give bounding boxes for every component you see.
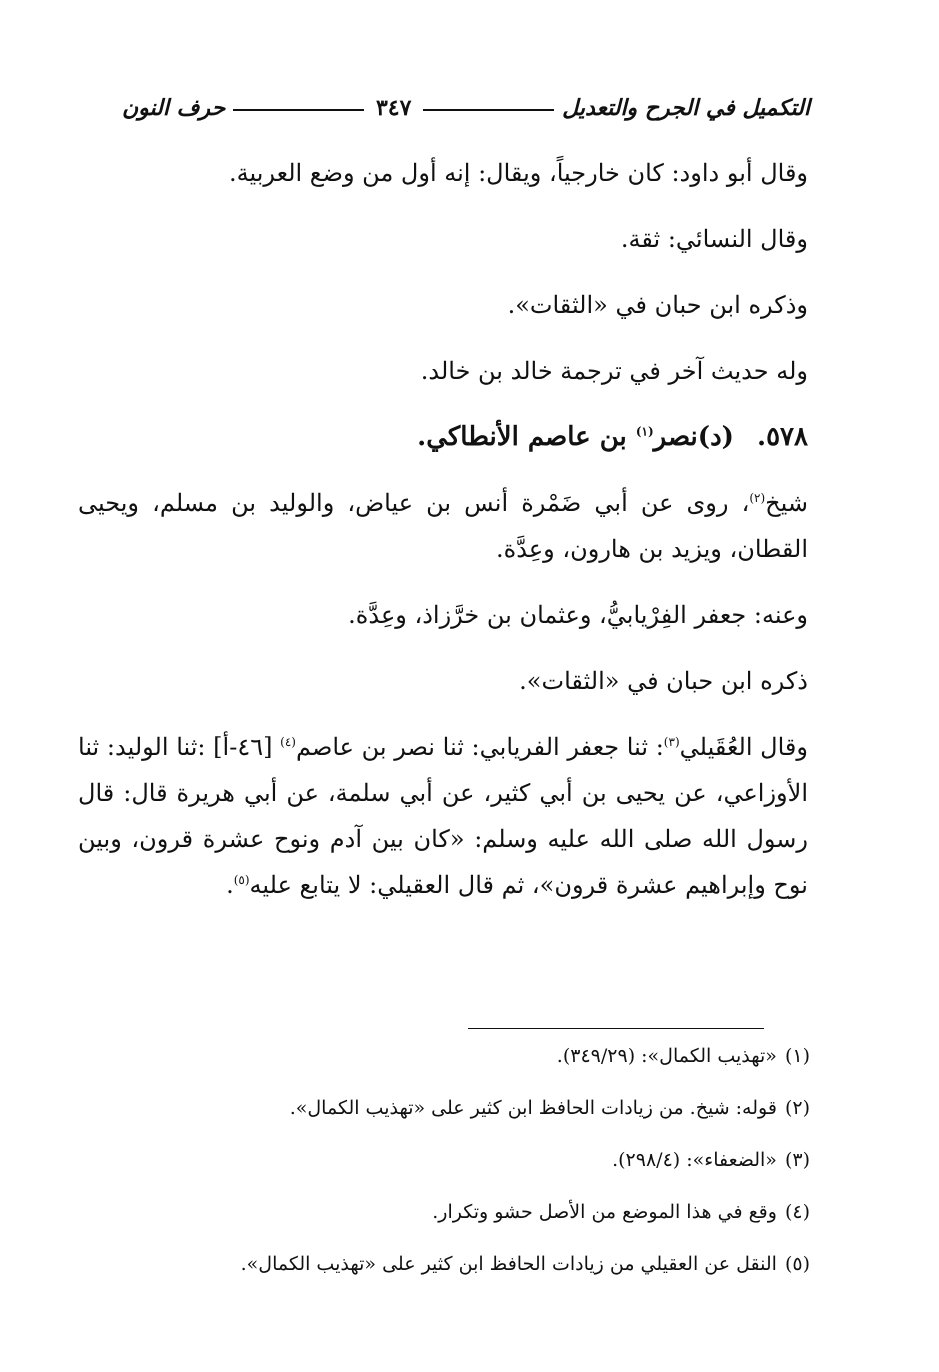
paragraph-ibn-hibban: وذكره ابن حبان في «الثقات». <box>507 291 808 319</box>
footnote-marker: (٥) <box>784 1253 810 1275</box>
paragraph-nasai: وقال النسائي: ثقة. <box>620 225 808 253</box>
footnote-text: «الضعفاء»: (٢٩٨/٤). <box>612 1149 777 1171</box>
footnote-5 <box>150 1250 810 1278</box>
entry-name-part2: بن عاصم الأنطاكي. <box>417 422 627 452</box>
footnote-marker: (٣) <box>784 1149 810 1171</box>
footnote-marker: (٢) <box>784 1097 810 1119</box>
p4-text-b: : ثنا جعفر الفريابي: ثنا نصر بن عاصم <box>295 733 664 761</box>
footnote-3 <box>150 1146 810 1174</box>
footnote-ref-5: (٥) <box>233 873 250 887</box>
footnote-ref-4: (٤) <box>280 735 296 749</box>
p4-text-d: . <box>226 871 234 899</box>
entry-name-part1: (د)نصر <box>653 422 734 452</box>
book-title: التكميل في الجرح والتعديل <box>562 95 810 121</box>
paragraph-students: وعنه: جعفر الفِرْيابيُّ، وعثمان بن خرَّزاذ، وعِدَّة. <box>348 601 808 629</box>
footnote-separator <box>468 1028 764 1029</box>
paragraph-narrated-from <box>78 480 808 572</box>
chapter-title: حرف النون <box>121 95 226 121</box>
p1-text-a: شيخ <box>765 489 808 517</box>
footnote-marker: (٤) <box>784 1201 810 1223</box>
footnote-1 <box>150 1042 810 1070</box>
footnote-4 <box>150 1198 810 1226</box>
header-rule-2 <box>233 109 364 111</box>
paragraph-thiqat: ذكره ابن حبان في «الثقات». <box>519 667 808 695</box>
p1-text-b: ، روى عن أبي ضَمْرة أنس بن عياض، والوليد بن مسلم، ويحيى القطان، ويزيد بن هارون، وعِدَّة. <box>78 489 808 563</box>
footnote-ref-3: (٣) <box>663 735 680 749</box>
p4-text-c: [٤٦-أ] :ثنا الوليد: ثنا الأوزاعي، عن يحيى بن أبي كثير، عن أبي سلمة، عن أبي هريرة قال: قال رسول الله صلى الله عليه وسلم: «كان بين آدم ونوح عشرة قرون، وبين نوح وإبراهيم عشرة قرون»، ثم قال العقيلي: لا يتابع عليه <box>78 733 808 899</box>
footnote-text: وقع في هذا الموضع من الأصل حشو وتكرار. <box>432 1201 777 1223</box>
footnote-text: قوله: شيخ. من زيادات الحافظ ابن كثير على «تهذيب الكمال». <box>289 1097 777 1119</box>
footnote-ref-2: (٢) <box>749 491 766 505</box>
footnotes <box>150 1042 810 1302</box>
footnote-marker: (١) <box>784 1045 810 1067</box>
footnote-text: النقل عن العقيلي من زيادات الحافظ ابن كثير على «تهذيب الكمال». <box>240 1253 777 1275</box>
paragraph-other-hadith: وله حديث آخر في ترجمة خالد بن خالد. <box>420 357 808 385</box>
entry-number: ٥٧٨. <box>757 422 808 452</box>
footnote-2 <box>150 1094 810 1122</box>
entry-heading <box>78 414 808 460</box>
running-header <box>122 90 810 126</box>
paragraph-abu-dawud: وقال أبو داود: كان خارجياً، ويقال: إنه أول من وضع العربية. <box>228 159 808 187</box>
main-text <box>78 150 808 928</box>
page-number: ٣٤٧ <box>375 95 412 121</box>
header-rule-1 <box>423 109 554 111</box>
p4-text-a: وقال العُقَيلي <box>679 733 808 761</box>
paragraph-uqayli <box>78 724 808 908</box>
footnote-ref-1: (١) <box>635 424 654 439</box>
footnote-text: «تهذيب الكمال»: (٣٤٩/٢٩). <box>556 1045 777 1067</box>
